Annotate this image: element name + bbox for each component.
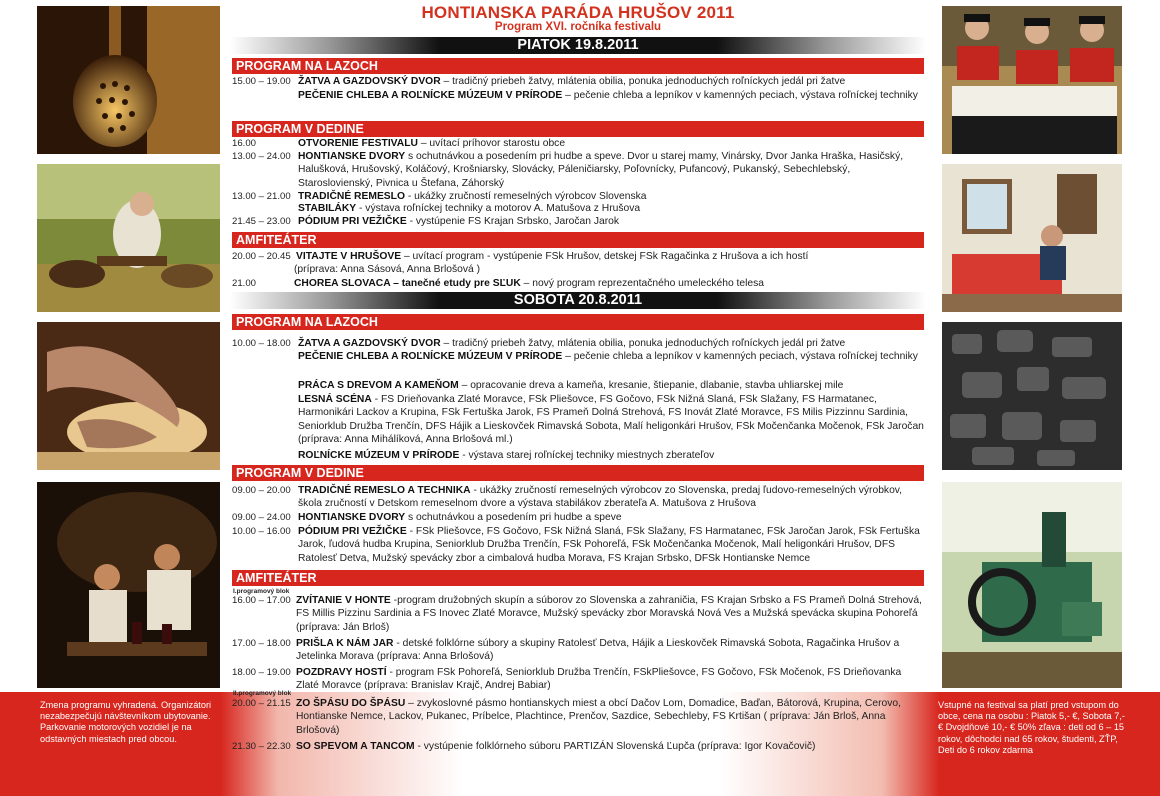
row-time: 09.00 – 24.00 xyxy=(232,512,291,523)
row-time: 16.00 xyxy=(232,138,257,149)
program-row xyxy=(232,511,926,524)
row-title: LESNÁ SCÉNA xyxy=(298,394,372,405)
row-desc: s ochutnávkou a posedením pri hudbe a speve xyxy=(405,512,622,523)
row-title: TRADIČNÉ REMESLO xyxy=(298,191,405,202)
program-row xyxy=(232,484,926,511)
section-heading: PROGRAM V DEDINE xyxy=(232,465,924,481)
row-desc: (príprava: Anna Sásová, Anna Brlošová ) xyxy=(294,264,481,275)
row-desc: – opracovanie dreva a kameňa, kresanie, štiepanie, dlabanie, stavba uhliarskej mile xyxy=(458,380,844,391)
photo-cellar xyxy=(37,482,220,688)
program-block-label: II.programový blok xyxy=(233,690,292,697)
row-desc: - program FSk Pohoreľá, Seniorklub Družba Trenčín, FSkPliešovce, FS Gočovo, FSk Močenok, FS Drieňovanka Zlaté Moravce (príprava: Branislav Krajč, Andrej Babiar) xyxy=(296,667,902,692)
page-title: HONTIANSKA PARÁDA HRUŠOV 2011 xyxy=(421,3,735,22)
row-time: 10.00 – 16.00 xyxy=(232,526,291,537)
program-row xyxy=(232,379,926,392)
program-column xyxy=(230,0,926,770)
note-admission: Vstupné na festival sa platí pred vstupom do obce, cena na osobu : Piatok 5,- €, Sobota 7,- € Dvojdňové 10,- € 50% zľava : deti od 6 – 15 rokov, dôchodci nad 65 rokov, študenti, ZŤP, Deti do 6 rokov zdarma xyxy=(938,700,1125,755)
program-row xyxy=(232,137,926,150)
program-row xyxy=(232,666,926,693)
day-band-saturday: SOBOTA 20.8.2011 xyxy=(230,292,926,309)
row-desc: – tradičný priebeh žatvy, mlátenia obilia, ponuka jednoduchých roľníckych jedál pri žatve xyxy=(440,76,846,87)
row-title: PÓDIUM PRI VEŽIČKE xyxy=(298,526,407,537)
row-time: 10.00 – 18.00 xyxy=(232,338,291,349)
row-title: VITAJTE V HRUŠOVE xyxy=(296,251,402,262)
row-desc: - výstava roľníckej techniky a motorov A. Matušova z Hrušova xyxy=(356,203,641,214)
program-row xyxy=(232,393,926,447)
program-row xyxy=(232,525,926,565)
row-title: PEČENIE CHLEBA A ROĽNÍCKE MÚZEUM V PRÍRODE xyxy=(298,90,563,101)
row-title: STABILÁKY xyxy=(298,203,357,214)
row-desc: - FS Drieňovanka Zlaté Moravce, FSk Pliešovce, FS Gočovo, FSk Nižná Slaná, FSk Slažany, FS Harmatanec, Harmonikári Lackov a Krupina, FSk Fertuška Jarok, FS Prameň Dolná Strehová, FS Inovát Zlaté Moravce, FS Milis Pizzinnu Sardinia, Seniorklub Družba Trenčín, DFS Hájik a Lieskovček Rimavská Sobota, Malí heligonkári Hrušov, FSk Močenčanka Močenok, FSk Jaročan (príprava: Anna Mihálíková, Anna Brlošová ml.) xyxy=(298,394,924,446)
program-row xyxy=(232,89,926,102)
row-title: ZVÍTANIE V HONTE xyxy=(296,595,391,606)
row-desc: s ochutnávkou a posedením pri hudbe a speve. Dvor u starej mamy, Vinársky, Dvor Janka Hraška, Hasičský, Halušková, Hrušovský, Koláčový, Krošniarsky, Slovácky, Páleničiarsky, Poľovnícky, Pufancový, Pukanský, Sebechlebský, Staroslovienský, Pivnica u Štefana, Záhorský xyxy=(298,151,904,189)
section-heading: PROGRAM NA LAZOCH xyxy=(232,58,924,74)
row-desc: – nový program reprezentačného umeleckého telesa xyxy=(520,278,765,289)
row-desc: - FSk Pliešovce, FS Gočovo, FSk Nižná Slaná, FSk Slažany, FS Harmatanec, FSk Jaročan Jarok, FSk Fertuška Jarok, ľudová hudba Krupina, Seniorklub Družba Trenčín, FSk Pohoreľá, FSk Močenčanka Močenok, Malí heligonkári Hrušov, DFS Ratolesť Detva, Mužský spevácky zbor a cimbalová hudba Morava, FS Krajan Srbsko, DFSk Hontianske Nemce xyxy=(298,526,920,564)
program-row xyxy=(232,350,926,363)
note-organizers: Zmena programu vyhradená. Organizátori nezabezpečujú návštevníkom ubytovanie. Parkovanie motorových vozidiel je na odstavných miestach pred obcou. xyxy=(40,700,212,744)
program-row xyxy=(232,697,926,737)
row-title: HONTIANSKE DVORY xyxy=(298,151,406,162)
row-desc: - ukážky zručností remeselných výrobcov Slovenska xyxy=(404,191,647,202)
row-desc: - výstava starej roľníckej techniky miestnych zberateľov xyxy=(459,450,715,461)
photo-accordion-boys xyxy=(942,6,1122,154)
photo-ladle xyxy=(37,6,220,154)
row-desc: – pečenie chleba a lepníkov v kamenných peciach, výstava roľníckej techniky xyxy=(562,90,918,101)
row-time: 21.45 – 23.00 xyxy=(232,216,291,227)
photo-charcoal xyxy=(942,322,1122,470)
row-title: TRADIČNÉ REMESLO A TECHNIKA xyxy=(298,485,471,496)
row-desc: - vystúpenie folklórneho súboru PARTIZÁN Slovenská Ľupča (príprava: Igor Kovačovič) xyxy=(414,741,816,752)
row-time: 17.00 – 18.00 xyxy=(232,638,291,649)
program-row xyxy=(232,250,926,263)
row-desc: – zvykoslovné pásmo hontianskych miest a obcí Dačov Lom, Domadice, Baďan, Bátorová, Krupina, Cerovo, Hontianske Nemce, Lackov, Pukanec, Príbelce, Plachtince, Prenčov, Sazdice, Sebechleby, FS Krtišan ( príprava: Ján Brloš, Anna Brlošová) xyxy=(296,698,901,736)
row-title: ROĽNÍCKE MÚZEUM V PRÍRODE xyxy=(298,450,460,461)
row-title: HONTIANSKE DVORY xyxy=(298,512,406,523)
photo-dough xyxy=(37,322,220,470)
program-row xyxy=(232,150,926,190)
section-heading: PROGRAM V DEDINE xyxy=(232,121,924,137)
row-time: 20.00 – 20.45 xyxy=(232,251,291,262)
program-block-label: I.programový blok xyxy=(233,588,290,595)
page-subtitle: Program XVI. ročníka festivalu xyxy=(494,21,662,33)
row-title: SO SPEVOM A TANCOM xyxy=(296,741,415,752)
row-title: POZDRAVY HOSTÍ xyxy=(296,667,387,678)
program-row xyxy=(232,337,926,350)
program-row xyxy=(232,449,926,462)
row-time: 21.30 – 22.30 xyxy=(232,741,291,752)
row-title: ŽATVA A GAZDOVSKÝ DVOR xyxy=(298,76,441,87)
section-heading: AMFITEÁTER xyxy=(232,570,924,586)
program-row xyxy=(232,637,926,664)
row-title: ŽATVA A GAZDOVSKÝ DVOR xyxy=(298,338,441,349)
program-row xyxy=(232,594,926,634)
row-desc: - vystúpenie FS Krajan Srbsko, Jaročan Jarok xyxy=(406,216,620,227)
program-row xyxy=(232,202,926,215)
program-row xyxy=(232,740,926,753)
row-desc: – pečenie chleba a lepníkov v kamenných peciach, výstava roľníckej techniky xyxy=(562,351,918,362)
row-title: PÓDIUM PRI VEŽIČKE xyxy=(298,216,407,227)
row-desc: – tradičný priebeh žatvy, mlátenia obilia, ponuka jednoduchých roľníckych jedál pri žatve xyxy=(440,338,846,349)
row-title: OTVORENIE FESTIVALU xyxy=(298,138,418,149)
row-time: 21.00 xyxy=(232,278,257,289)
row-desc: -program družobných skupín a súborov zo Slovenska a zahraničia, FS Krajan Srbsko a FS Prameň Dolná Strehová, FS Millis Pizzinu Sardinia a FS Inovec Zlaté Moravce, Mužský spevácky zbor Moravská Nová Ves a Mužská spevácka skupina Pohoreľá (príprava: Ján Brloš) xyxy=(296,595,922,633)
row-title: ZO ŠPÁSU DO ŠPÁSU xyxy=(296,698,406,709)
row-desc: - detské folklórne súbory a skupiny Ratolesť Detva, Hájik a Lieskovček Rimavská Sobota, Ragačinka Hrušov a Jetelinka Morava (príprava: Anna Brlošová) xyxy=(296,638,900,663)
row-desc: - ukážky zručností remeselných výrobcov zo Slovenska, predaj ľudovo-remeselných výrobkov, škola zručností v Detskom remeselnom dvore a výstava stabilákov zberateľa A. Matušova z Hrušova xyxy=(298,485,903,510)
row-time: 18.00 – 19.00 xyxy=(232,667,291,678)
program-row xyxy=(232,75,926,88)
row-time: 13.00 – 21.00 xyxy=(232,191,291,202)
section-heading: PROGRAM NA LAZOCH xyxy=(232,314,924,330)
row-time: 20.00 – 21.15 xyxy=(232,698,291,709)
row-desc: – uvítací príhovor starostu obce xyxy=(417,138,566,149)
day-band-friday: PIATOK 19.8.2011 xyxy=(230,37,926,54)
row-title: CHOREA SLOVACA – tanečné etudy pre SĽUK xyxy=(294,278,521,289)
row-title: PEČENIE CHLEBA A ROĽNÍCKE MÚZEUM V PRÍRODE xyxy=(298,351,563,362)
row-title: PRIŠLA K NÁM JAR xyxy=(296,638,394,649)
row-title: PRÁCA S DREVOM A KAMEŇOM xyxy=(298,380,459,391)
row-time: 13.00 – 24.00 xyxy=(232,151,291,162)
program-row xyxy=(232,215,926,228)
photo-engine xyxy=(942,482,1122,688)
photo-interior xyxy=(942,164,1122,312)
row-desc: – uvítací program - vystúpenie FSk Hrušov, detskej FSk Ragačinka z Hrušova a ich hostí xyxy=(401,251,809,262)
row-time: 09.00 – 20.00 xyxy=(232,485,291,496)
section-heading: AMFITEÁTER xyxy=(232,232,924,248)
program-row xyxy=(232,263,926,276)
row-time: 16.00 – 17.00 xyxy=(232,595,291,606)
program-row xyxy=(232,277,926,290)
row-time: 15.00 – 19.00 xyxy=(232,76,291,87)
photo-harvest xyxy=(37,164,220,312)
